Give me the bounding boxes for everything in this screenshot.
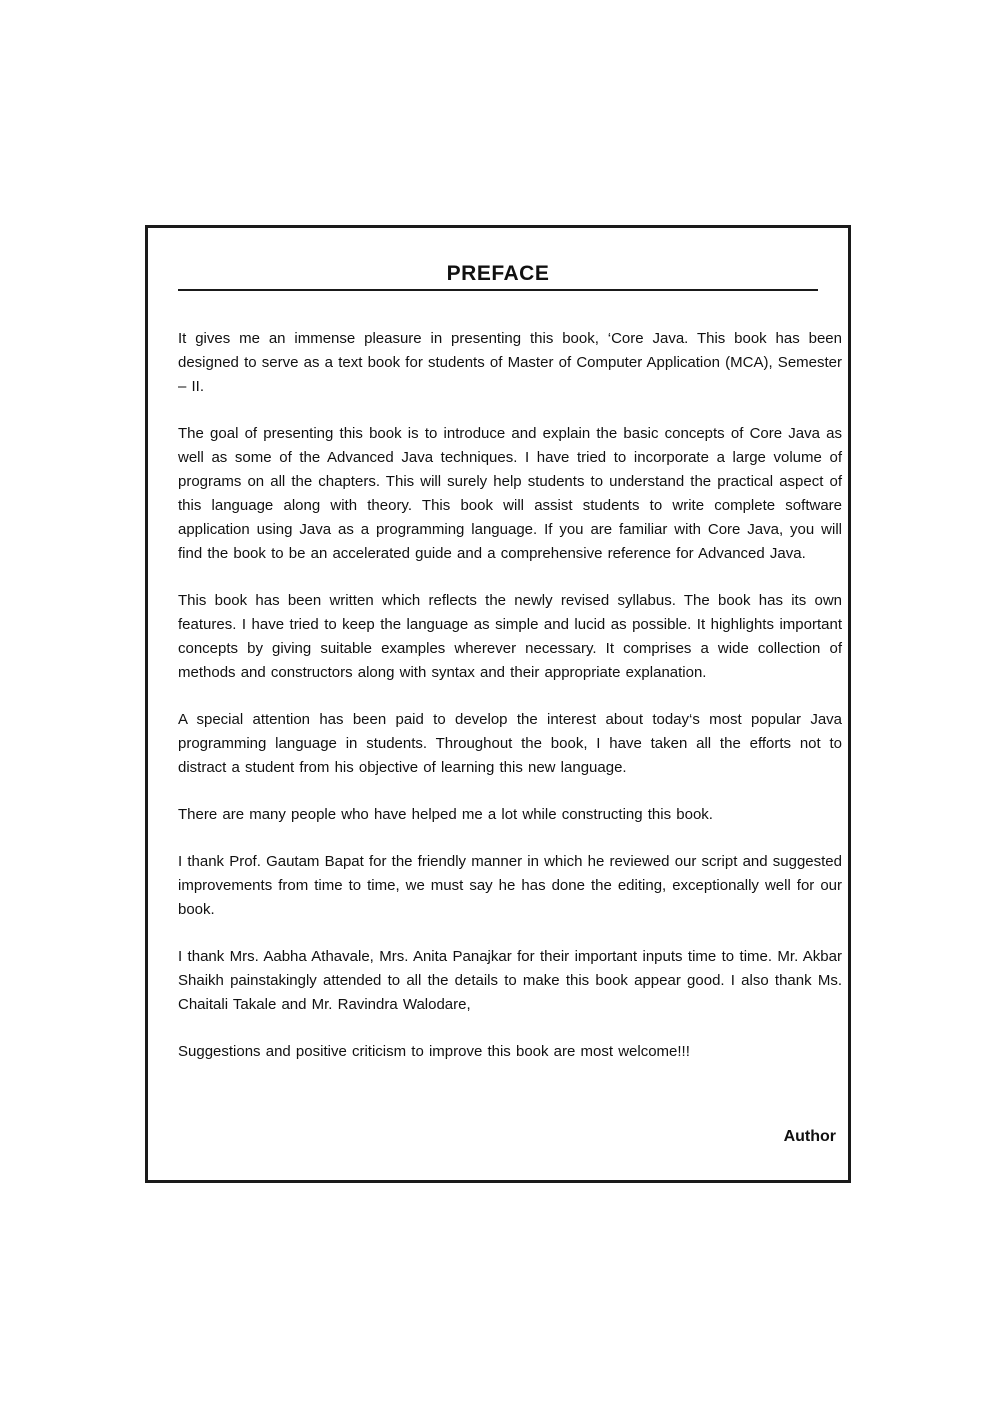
preface-paragraph: There are many people who have helped me a lot while constructing this book. <box>178 806 713 823</box>
preface-body <box>148 291 848 1150</box>
preface-paragraph: Suggestions and positive criticism to improve this book are most welcome!!! <box>178 1043 690 1060</box>
title-underline <box>178 262 818 291</box>
preface-paragraph: It gives me an immense pleasure in presenting this book, ‘Core Java. This book has been designed to serve as a text book for students of Master of Computer Application (MCA), Semester – II. <box>178 330 842 395</box>
page-title: PREFACE <box>446 262 550 285</box>
preface-paragraph: I thank Prof. Gautam Bapat for the friendly manner in which he reviewed our script and suggested improvements from time to time, we must say he has done the editing, exceptionally well for our book. <box>178 853 842 918</box>
preface-paragraph: I thank Mrs. Aabha Athavale, Mrs. Anita Panajkar for their important inputs time to time. Mr. Akbar Shaikh painstakingly attended to all the details to make this book appear good. I also thank Ms. Chaitali Takale and Mr. Ravindra Walodare, <box>178 948 842 1013</box>
author-signature: Author <box>783 1128 836 1145</box>
preface-paragraph: This book has been written which reflects the newly revised syllabus. The book has its own features. I have tried to keep the language as simple and lucid as possible. It highlights important concepts by giving suitable examples wherever necessary. It comprises a wide collection of methods and constructors along with syntax and their appropriate explanation. <box>178 592 842 681</box>
page-border <box>145 225 851 1183</box>
preface-paragraph: The goal of presenting this book is to introduce and explain the basic concepts of Core Java as well as some of the Advanced Java techniques. I have tried to incorporate a large volume of programs on all the chapters. This will surely help students to understand the practical aspect of this language along with theory. This book will assist students to write complete software application using Java as a programming language. If you are familiar with Core Java, you will find the book to be an accelerated guide and a comprehensive reference for Advanced Java. <box>178 425 842 562</box>
preface-paragraph: A special attention has been paid to develop the interest about today‘s most popular Java programming language in students. Throughout the book, I have taken all the efforts not to distract a student from his objective of learning this new language. <box>178 711 842 776</box>
